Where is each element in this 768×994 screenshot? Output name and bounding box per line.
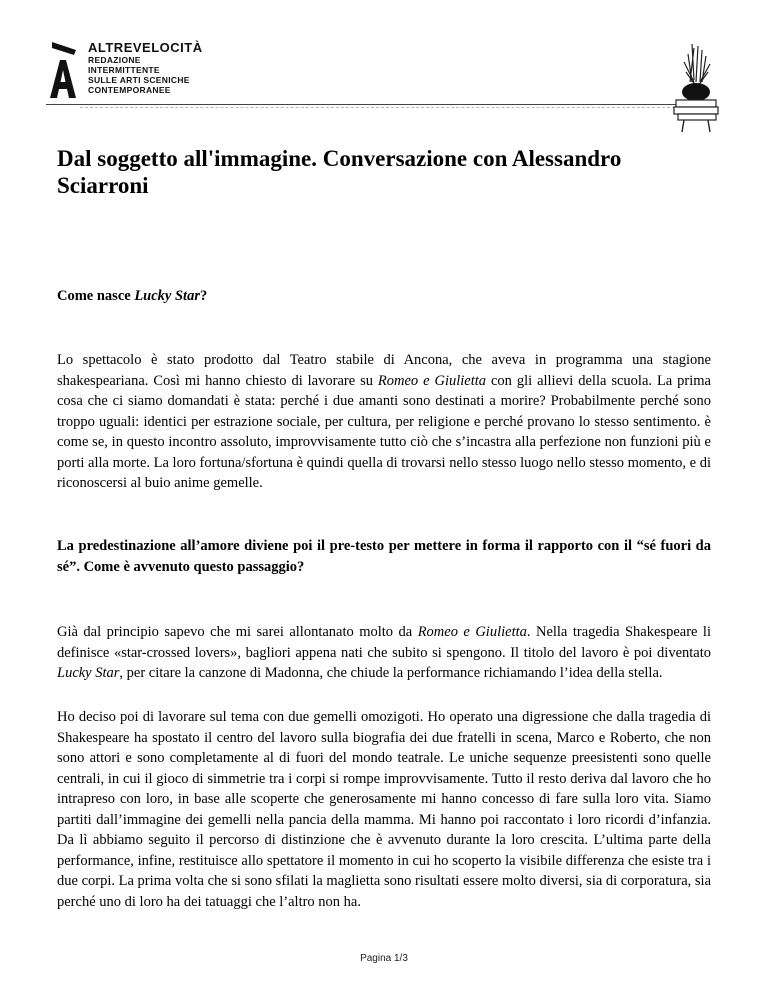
question-1 bbox=[57, 286, 711, 307]
answer-1-end: con gli allievi della scuola. La prima cosa che ci siamo domandati è stata: perché i due amanti sono destinati a morire? Probabilmente perché sono troppo uguali: identici per estrazione sociale, per cultura, per religione e perché provano lo stesso sentimento. è come se, in questo incontro assoluto, improvvisamente tutto ciò che s’incastra alla perfezione non funzioni più e porti alla morte. La loro fortuna/sfortuna è quindi quella di trovarsi nello stesso luogo nello stesso momento, e di riconoscersi al buio anime gemelle. bbox=[57, 372, 711, 491]
answer-2-emphasis: Romeo e Giulietta bbox=[417, 624, 527, 640]
question-1-text: Come nasce bbox=[57, 288, 135, 304]
answer-2 bbox=[57, 622, 711, 684]
question-1-emphasis: Lucky Star bbox=[134, 288, 200, 304]
brand-line: INTERMITTENTE bbox=[88, 65, 160, 75]
brand-line: CONTEMPORANEE bbox=[88, 85, 171, 95]
answer-2-text: Già dal principio sapevo che mi sarei allontanato molto da bbox=[57, 624, 418, 640]
brand-line: SULLE ARTI SCENICHE bbox=[88, 75, 190, 85]
question-1-end: ? bbox=[199, 288, 208, 304]
figure-with-books-icon bbox=[664, 42, 728, 134]
brand-name: ALTREVELOCITÀ bbox=[88, 40, 203, 55]
answer-2-end: , per citare la canzone di Madonna, che chiude la performance richiamando l’idea della stella. bbox=[119, 665, 663, 681]
answer-3: Ho deciso poi di lavorare sul tema con due gemelli omozigoti. Ho operato una digressione che dalla tragedia di Shakespeare ha spostato il centro del lavoro sulla biografia dei due fratelli in scena, Marco e Roberto, che non sono attori e sono completamente al di fuori del mondo teatrale. Le uniche sequenze preesistenti sono quelle centrali, in cui il gioco di simmetrie tra i corpi si rompe improvvisamente. Tutto il resto deriva dal lavoro che ho intrapreso con loro, in base alle scoperte che generosamente mi hanno concesso di fare sulla loro vita. Siamo partiti dall’immagine dei gemelli nella pancia della mamma. Mi hanno poi raccontato i loro ricordi d’infanzia. Da lì abbiamo seguito il percorso di distinzione che è avvenuto durante la loro crescita. L’ultima parte della performance, infine, restituisce allo spettatore il momento in cui ho scoperto la visibile differenza che esiste tra i due corpi. La prima volta che si sono sfilati la maglietta sono risultati essere molto diversi, sia di corporatura, sia perché uno di loro ha dei tatuaggi che l’altro non ha. bbox=[57, 709, 711, 910]
header-rule-dashed bbox=[80, 107, 680, 108]
question-2: La predestinazione all’amore diviene poi il pre-testo per mettere in forma il rapporto con il “sé fuori da sé”. Come è avvenuto questo passaggio? bbox=[57, 538, 711, 575]
brand-block bbox=[88, 41, 203, 95]
article-title: Dal soggetto all'immagine. Conversazione con Alessandro Sciarroni bbox=[57, 146, 622, 198]
a-grave-logo-icon bbox=[46, 40, 80, 100]
answer-1-emphasis: Romeo e Giulietta bbox=[377, 372, 487, 389]
answer-1 bbox=[57, 350, 711, 494]
answer-2-middle: . Nella tragedia Shakespeare li definisce «star-crossed lovers», bagliori appena nati che subito si spengono. Il titolo del lavoro è poi diventato bbox=[57, 624, 711, 661]
answer-1-text: Lo spettacolo è stato prodotto dal Teatro stabile di Ancona, che aveva in programma una stagione shakespeariana. Così mi hanno chiesto di lavorare su bbox=[57, 352, 711, 389]
brand-line: REDAZIONE bbox=[88, 55, 141, 65]
page-header bbox=[0, 0, 768, 120]
answer-2-emphasis-2: Lucky Star bbox=[57, 665, 120, 681]
header-rule bbox=[46, 104, 714, 105]
page-number: Pagina 1/3 bbox=[360, 953, 408, 964]
